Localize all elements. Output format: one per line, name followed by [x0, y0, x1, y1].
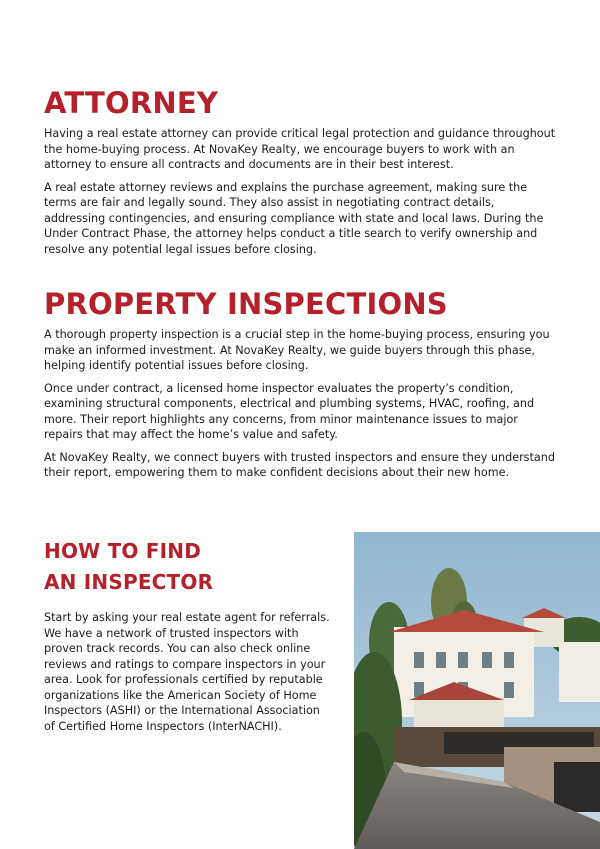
property-inspections-heading: PROPERTY INSPECTIONS [44, 287, 448, 321]
inspections-paragraph-2: Once under contract, a licensed home inspector evaluates the property’s condition, examining structural components, electrical and plumbing systems, HVAC, roofing, and more. Their report highlights any concerns, from minor maintenance issues to major repairs that may affect the home’s value and safety. [44, 381, 535, 441]
find-inspector-body: Start by asking your real estate agent for referrals. We have a network of trusted inspectors with proven track records. You can also check online reviews and ratings to compare inspectors in your area. Look for professionals certified by reputable organizations like the American Society of Home Inspectors (ASHI) or the International Association of Certified Home Inspectors (InterNACHI). [44, 611, 330, 733]
find-inspector-heading [44, 536, 334, 598]
attorney-section [44, 86, 556, 264]
house-photo [354, 532, 600, 849]
find-inspector-heading-line-2: AN INSPECTOR [44, 570, 214, 594]
find-inspector-heading-line-1: HOW TO FIND [44, 539, 202, 563]
find-inspector-section [44, 536, 334, 741]
attorney-heading: ATTORNEY [44, 86, 219, 120]
property-inspections-section [44, 287, 556, 488]
attorney-paragraph-2: A real estate attorney reviews and explains the purchase agreement, making sure the terms are fair and legally sound. They also assist in negotiating contract details, addressing contingencies, and ensuring compliance with state and local laws. During the Under Contract Phase, the attorney helps conduct a title search to verify ownership and resolve any potential legal issues before closing. [44, 180, 544, 256]
inspections-paragraph-1: A thorough property inspection is a crucial step in the home-buying process, ensuring you make an informed investment. At NovaKey Realty, we guide buyers through this phase, helping identify potential issues before closing. [44, 328, 550, 372]
inspections-paragraph-3: At NovaKey Realty, we connect buyers with trusted inspectors and ensure they understand their report, empowering them to make confident decisions about their new home. [44, 450, 555, 479]
attorney-paragraph-1: Having a real estate attorney can provide critical legal protection and guidance throughout the home-buying process. At NovaKey Realty, we encourage buyers to work with an attorney to ensure all contracts and documents are in their best interest. [44, 127, 556, 171]
